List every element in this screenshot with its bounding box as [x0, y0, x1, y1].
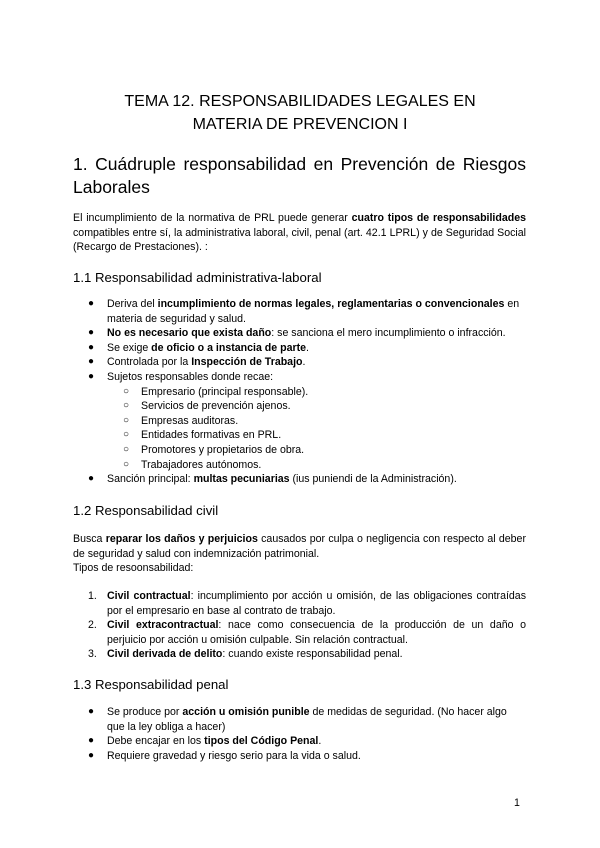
bullet-icon: ●: [88, 473, 95, 485]
list-item: ● No es necesario que exista daño: se sanciona el mero incumplimiento o infracción.: [88, 327, 506, 340]
section-1-2-paragraph: Busca reparar los daños y perjuicios causados por culpa o negligencia con respecto al deber de seguridad y salud con indemnización patrimonial.: [73, 533, 526, 560]
section-1-2-types-label: Tipos de resoonsabilidad:: [73, 562, 194, 574]
title-line-1: TEMA 12. RESPONSABILIDADES LEGALES EN: [124, 93, 476, 110]
section-1-3-list: [73, 705, 526, 763]
bullet-icon: ●: [88, 706, 95, 717]
sub-list-item: ○ Empresas auditoras.: [123, 414, 239, 427]
circle-bullet-icon: ○: [123, 414, 130, 426]
bullet-icon: ●: [88, 327, 95, 339]
list-item: 2. Civil extracontractual: nace como consecuencia de la producción de un daño o perjuicio por acción u omisión culpable. Sin relación contractual.: [88, 619, 527, 646]
sub-list: [107, 385, 526, 473]
bullet-icon: ●: [88, 735, 95, 747]
document-title: [0, 90, 600, 136]
list-item: ● Requiere gravedad y riesgo serio para la vida o salud.: [88, 749, 361, 762]
title-line-2: MATERIA DE PREVENCION I: [192, 116, 408, 133]
section-1-heading: 1. Cuádruple responsabilidad en Prevención de Riesgos Laborales: [73, 154, 526, 197]
section-1-2-list: [73, 589, 526, 662]
circle-bullet-icon: ○: [123, 458, 130, 470]
intro-text-end: compatibles entre sí, la administrativa laboral, civil, penal (art. 42.1 LPRL) y de Seguridad Social (Recargo de Prestaciones). :: [73, 226, 526, 253]
bullet-icon: ●: [88, 370, 95, 382]
intro-text: El incumplimiento de la normativa de PRL puede generar: [73, 212, 352, 224]
sub-list-item: ○ Entidades formativas en PRL.: [123, 429, 282, 442]
list-item: 3. Civil derivada de delito: cuando existe responsabilidad penal.: [88, 648, 403, 661]
circle-bullet-icon: ○: [123, 429, 130, 441]
list-item: ● Deriva del incumplimiento de normas legales, reglamentarias o convencionales en materia de seguridad y salud.: [88, 298, 520, 325]
circle-bullet-icon: ○: [123, 400, 130, 412]
circle-bullet-icon: ○: [123, 385, 130, 397]
section-1-2-heading: 1.2 Responsabilidad civil: [73, 503, 219, 518]
list-item: ● Sujetos responsables donde recae: ○ Empresario (principal responsable). ○ Servicios de prevención ajenos. ○ Empresas auditoras. ○ Entidades formativas en PRL. ○ Promotores y propietarios de obra. ○ Trabajadores autónomos.: [73, 370, 526, 472]
list-item: ● Controlada por la Inspección de Trabajo.: [88, 356, 306, 369]
circle-bullet-icon: ○: [123, 443, 130, 455]
bullet-icon: ●: [88, 341, 95, 353]
section-1-3-heading: 1.3 Responsabilidad penal: [73, 677, 229, 692]
section-1-1-heading: 1.1 Responsabilidad administrativa-laboral: [73, 270, 322, 285]
page-number: 1: [514, 797, 520, 809]
bullet-icon: ●: [88, 298, 95, 309]
sub-list-item: ○ Empresario (principal responsable).: [123, 385, 309, 398]
list-item: ● Sanción principal: multas pecuniarias (ius puniendi de la Administración).: [88, 473, 457, 486]
sub-list-item: ○ Servicios de prevención ajenos.: [123, 400, 291, 413]
list-item: ● Se exige de oficio o a instancia de parte.: [88, 341, 309, 354]
list-item: ● Se produce por acción u omisión punible de medidas de seguridad. (No hacer algo que la ley obliga a hacer): [88, 706, 507, 733]
sub-list-item: ○ Trabajadores autónomos.: [123, 458, 262, 471]
section-1-1-list: [73, 297, 526, 487]
bullet-icon: ●: [88, 356, 95, 368]
list-item: 1. Civil contractual: incumplimiento por acción u omisión, de las obligaciones contraídas por el empresario en base al contrato de trabajo.: [88, 590, 526, 617]
section-1-intro: [73, 211, 526, 255]
bullet-icon: ●: [88, 749, 95, 761]
list-item: ● Debe encajar en los tipos del Código Penal.: [88, 735, 322, 748]
sub-list-item: ○ Promotores y propietarios de obra.: [123, 443, 305, 456]
intro-bold: cuatro tipos de responsabilidades: [351, 212, 526, 224]
